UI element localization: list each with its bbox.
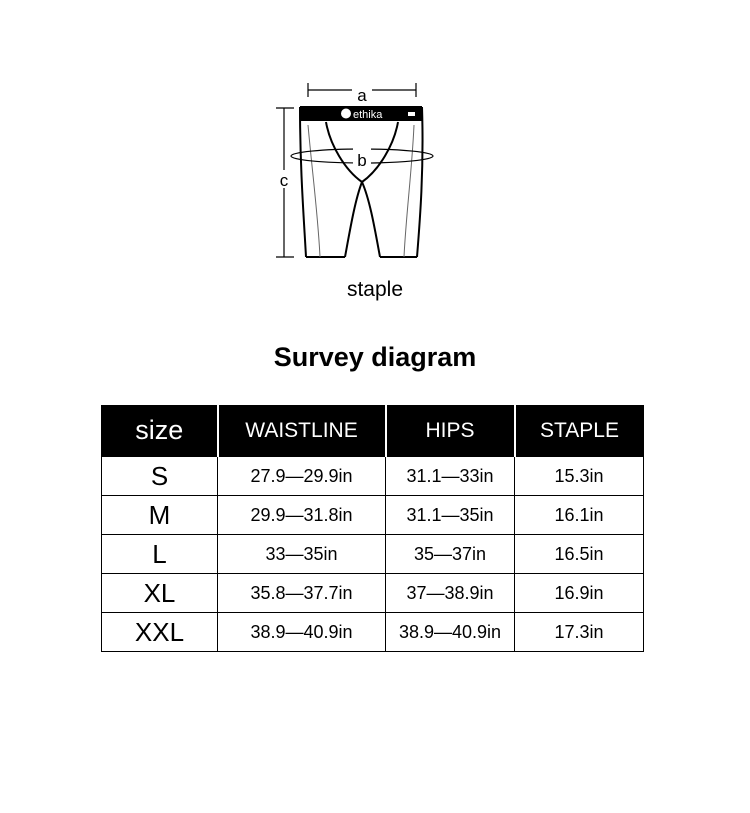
table-row — [102, 535, 644, 574]
hips-cell: 31.1—35in — [386, 496, 515, 535]
staple-cell: 17.3in — [515, 613, 644, 652]
table-row — [102, 613, 644, 652]
size-cell: S — [102, 457, 218, 496]
hips-cell: 37—38.9in — [386, 574, 515, 613]
size-cell: XXL — [102, 613, 218, 652]
staple-cell: 16.5in — [515, 535, 644, 574]
header-hips: HIPS — [386, 405, 515, 457]
label-a: a — [357, 86, 367, 105]
size-chart-table — [101, 405, 644, 652]
hips-cell: 38.9—40.9in — [386, 613, 515, 652]
brand-label: ethika — [353, 109, 383, 121]
size-cell: M — [102, 496, 218, 535]
waistline-cell: 27.9—29.9in — [218, 457, 386, 496]
table-row — [102, 496, 644, 535]
size-cell: L — [102, 535, 218, 574]
waistline-cell: 38.9—40.9in — [218, 613, 386, 652]
waistline-cell: 35.8—37.7in — [218, 574, 386, 613]
table-row — [102, 574, 644, 613]
staple-cell: 15.3in — [515, 457, 644, 496]
table-row — [102, 457, 644, 496]
header-staple: STAPLE — [515, 405, 644, 457]
diagram-caption: staple — [346, 278, 404, 301]
size-cell: XL — [102, 574, 218, 613]
staple-cell: 16.1in — [515, 496, 644, 535]
hips-cell: 35—37in — [386, 535, 515, 574]
shorts-outline — [300, 107, 423, 257]
waistline-cell: 33—35in — [218, 535, 386, 574]
label-c: c — [279, 171, 289, 190]
header-size: size — [102, 405, 218, 457]
header-waistline: WAISTLINE — [218, 405, 386, 457]
hips-cell: 31.1—33in — [386, 457, 515, 496]
shorts-measurement-diagram — [0, 0, 750, 320]
brand-logo-icon — [341, 109, 351, 119]
label-b: b — [357, 151, 367, 170]
staple-cell: 16.9in — [515, 574, 644, 613]
waistline-cell: 29.9—31.8in — [218, 496, 386, 535]
table-header-row — [102, 405, 644, 457]
page-title: Survey diagram — [273, 342, 477, 372]
